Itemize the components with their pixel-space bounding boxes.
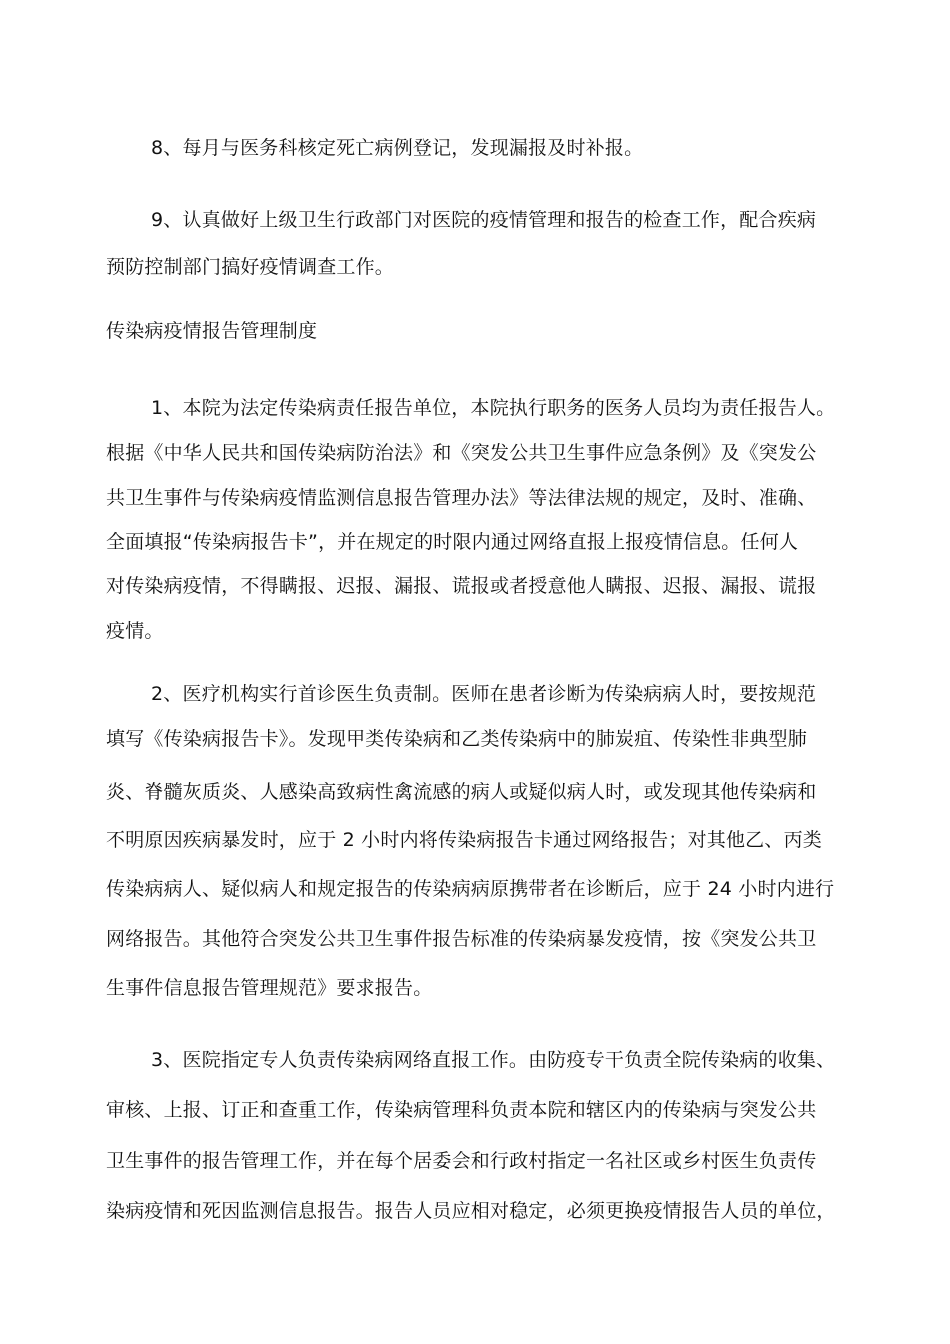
para-3-line-4: 染病疫情和死因监测信息报告。报告人员应相对稳定，必须更换疫情报告人员的单位， (106, 1200, 836, 1222)
item-9-line-1: 9、认真做好上级卫生行政部门对医院的疫情管理和报告的检查工作，配合疾病 (151, 209, 817, 231)
para-3-line-2: 审核、上报、订正和查重工作，传染病管理科负责本院和辖区内的传染病与突发公共 (106, 1099, 817, 1121)
para-2-line-5: 传染病病人、疑似病人和规定报告的传染病病原携带者在诊断后，应于 24 小时内进行 (106, 878, 835, 900)
para-1-line-5: 对传染病疫情，不得瞒报、迟报、漏报、谎报或者授意他人瞒报、迟报、漏报、谎报 (106, 575, 817, 597)
section-title: 传染病疫情报告管理制度 (106, 320, 318, 342)
para-2-line-6: 网络报告。其他符合突发公共卫生事件报告标准的传染病暴发疫情，按《突发公共卫 (106, 928, 817, 950)
item-9-line-2: 预防控制部门搞好疫情调查工作。 (106, 256, 395, 278)
para-2-line-7: 生事件信息报告管理规范》要求报告。 (106, 977, 433, 999)
para-1-line-2: 根据《中华人民共和国传染病防治法》和《突发公共卫生事件应急条例》及《突发公 (106, 442, 817, 464)
para-2-line-4: 不明原因疾病暴发时，应于 2 小时内将传染病报告卡通过网络报告；对其他乙、丙类 (106, 829, 822, 851)
para-1-line-4: 全面填报“传染病报告卡”，并在规定的时限内通过网络直报上报疫情信息。任何人 (106, 531, 799, 553)
para-2-line-2: 填写《传染病报告卡》。发现甲类传染病和乙类传染病中的肺炭疽、传染性非典型肺 (106, 728, 807, 750)
para-3-line-1: 3、医院指定专人负责传染病网络直报工作。由防疫专干负责全院传染病的收集、 (151, 1049, 836, 1071)
para-2-line-3: 炎、脊髓灰质炎、人感染高致病性禽流感的病人或疑似病人时，或发现其他传染病和 (106, 781, 817, 803)
para-2-line-1: 2、医疗机构实行首诊医生负责制。医师在患者诊断为传染病病人时，要按规范 (151, 683, 817, 705)
para-1-line-6: 疫情。 (106, 620, 164, 642)
item-8-line-1: 8、每月与医务科核定死亡病例登记，发现漏报及时补报。 (151, 137, 644, 159)
para-3-line-3: 卫生事件的报告管理工作，并在每个居委会和行政村指定一名社区或乡村医生负责传 (106, 1150, 817, 1172)
para-1-line-3: 共卫生事件与传染病疫情监测信息报告管理办法》等法律法规的规定，及时、准确、 (106, 487, 817, 509)
para-1-line-1: 1、本院为法定传染病责任报告单位，本院执行职务的医务人员均为责任报告人。 (151, 397, 836, 419)
